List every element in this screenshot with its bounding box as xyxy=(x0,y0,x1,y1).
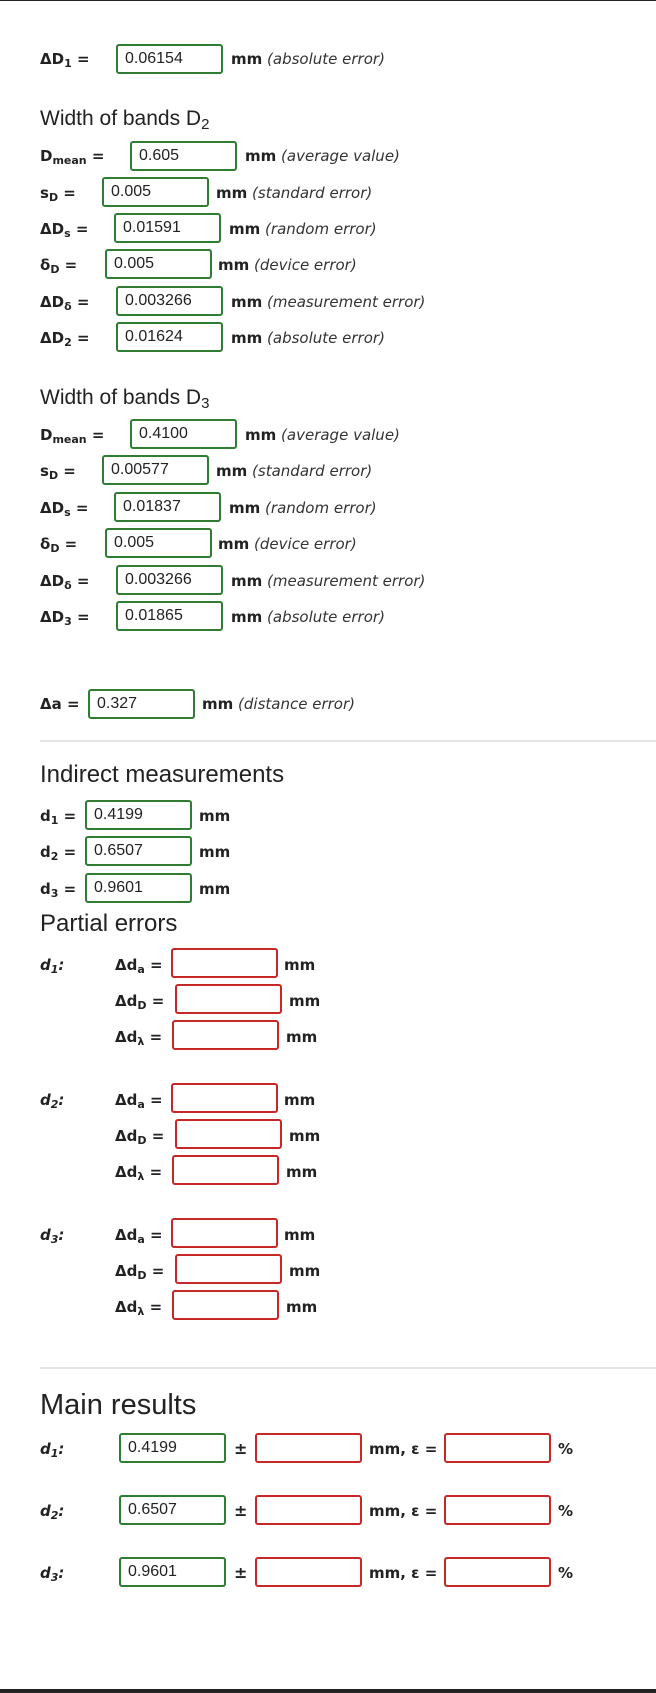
band3-ds-input[interactable] xyxy=(114,492,221,522)
partial-title: Partial errors xyxy=(40,910,178,937)
band3-sd-unit: mm (standard error) xyxy=(216,462,373,480)
main-d3-value-input[interactable] xyxy=(119,1557,226,1587)
partial-d2-da-label: $\Delta d_a$ = xyxy=(115,1091,163,1111)
indirect-d1-unit: mm xyxy=(199,807,231,825)
band2-ds-unit: mm (random error) xyxy=(229,220,377,238)
main-d3-label: $d_3$: xyxy=(40,1564,65,1584)
partial-d1-label: $d_1$: xyxy=(40,956,65,976)
partial-d3-dd-input[interactable] xyxy=(175,1254,282,1284)
distance-input[interactable] xyxy=(88,689,195,719)
main-title: Main results xyxy=(40,1389,197,1421)
partial-d1-dd-label: $\Delta d_D$ = xyxy=(115,992,165,1012)
partial-d1-dl-unit: mm xyxy=(286,1028,318,1046)
band2-abs-input[interactable] xyxy=(116,322,223,352)
band3-dev-unit: mm (device error) xyxy=(218,535,357,553)
main-d1-value-input[interactable] xyxy=(119,1433,226,1463)
partial-d2-da-unit: mm xyxy=(284,1091,316,1109)
indirect-d2-unit: mm xyxy=(199,843,231,861)
main-d3-pm: ± xyxy=(234,1563,248,1582)
partial-d2-dl-label: $\Delta d_\lambda$ = xyxy=(115,1163,163,1183)
band3-mean-unit: mm (average value) xyxy=(245,426,400,444)
band3-abs-unit: mm (absolute error) xyxy=(231,608,385,626)
band2-title: Width of bands $D_2$ xyxy=(40,107,210,133)
partial-d3-dd-unit: mm xyxy=(289,1262,321,1280)
indirect-d3-input[interactable] xyxy=(85,873,192,903)
band3-ds-unit: mm (random error) xyxy=(229,499,377,517)
band2-dev-label: $\delta_D$ = xyxy=(40,256,78,276)
indirect-d1-label: $d_1$ = xyxy=(40,807,77,827)
partial-d2-dd-input[interactable] xyxy=(175,1119,282,1149)
main-d1-pct: % xyxy=(558,1440,574,1458)
band3-mean-input[interactable] xyxy=(130,419,237,449)
main-d1-label: $d_1$: xyxy=(40,1440,65,1460)
partial-d2-dl-input[interactable] xyxy=(172,1155,279,1185)
indirect-title: Indirect measurements xyxy=(40,761,285,788)
band2-sd-input[interactable] xyxy=(102,177,209,207)
partial-d2-label: $d_2$: xyxy=(40,1091,65,1111)
band2-abs-unit: mm (absolute error) xyxy=(231,329,385,347)
distance-label: Δa = xyxy=(40,695,80,713)
d1-abs-input[interactable] xyxy=(116,44,223,74)
band2-meas-unit: mm (measurement error) xyxy=(231,293,426,311)
band3-abs-input[interactable] xyxy=(116,601,223,631)
indirect-d1-input[interactable] xyxy=(85,800,192,830)
band3-meas-input[interactable] xyxy=(116,565,223,595)
band3-sd-input[interactable] xyxy=(102,455,209,485)
partial-d1-da-unit: mm xyxy=(284,956,316,974)
divider-1 xyxy=(40,740,656,742)
partial-d3-da-input[interactable] xyxy=(171,1218,278,1248)
band2-dev-unit: mm (device error) xyxy=(218,256,357,274)
partial-d2-dl-unit: mm xyxy=(286,1163,318,1181)
main-d2-pct: % xyxy=(558,1502,574,1520)
partial-d3-dl-label: $\Delta d_\lambda$ = xyxy=(115,1298,163,1318)
band2-mean-input[interactable] xyxy=(130,141,237,171)
band2-dev-input[interactable] xyxy=(105,249,212,279)
partial-d2-dd-label: $\Delta d_D$ = xyxy=(115,1127,165,1147)
partial-d3-label: $d_3$: xyxy=(40,1226,65,1246)
band2-mean-unit: mm (average value) xyxy=(245,147,400,165)
band3-sd-label: $s_D$ = xyxy=(40,462,76,482)
partial-d1-dd-unit: mm xyxy=(289,992,321,1010)
d1-abs-label: $\Delta D_1$ = xyxy=(40,50,90,70)
band2-ds-label: $\Delta D_s$ = xyxy=(40,220,89,240)
main-d2-eps-input[interactable] xyxy=(444,1495,551,1525)
partial-d3-dl-unit: mm xyxy=(286,1298,318,1316)
bottom-border xyxy=(0,1689,656,1693)
band2-abs-label: $\Delta D_2$ = xyxy=(40,329,90,349)
partial-d3-dl-input[interactable] xyxy=(172,1290,279,1320)
main-d1-eps-input[interactable] xyxy=(444,1433,551,1463)
band3-ds-label: $\Delta D_s$ = xyxy=(40,499,89,519)
main-d2-value-input[interactable] xyxy=(119,1495,226,1525)
partial-d1-dl-label: $\Delta d_\lambda$ = xyxy=(115,1028,163,1048)
band3-mean-label: $D_{mean}$ = xyxy=(40,426,105,446)
band3-dev-input[interactable] xyxy=(105,528,212,558)
partial-d2-dd-unit: mm xyxy=(289,1127,321,1145)
band3-meas-unit: mm (measurement error) xyxy=(231,572,426,590)
main-d3-unit: mm, ε = xyxy=(369,1564,438,1582)
partial-d3-da-label: $\Delta d_a$ = xyxy=(115,1226,163,1246)
band2-sd-unit: mm (standard error) xyxy=(216,184,373,202)
main-d2-unit: mm, ε = xyxy=(369,1502,438,1520)
band3-dev-label: $\delta_D$ = xyxy=(40,535,78,555)
partial-d3-da-unit: mm xyxy=(284,1226,316,1244)
indirect-d2-label: $d_2$ = xyxy=(40,843,77,863)
partial-d1-da-label: $\Delta d_a$ = xyxy=(115,956,163,976)
main-d3-pct: % xyxy=(558,1564,574,1582)
main-d2-pm: ± xyxy=(234,1501,248,1520)
main-d1-unit: mm, ε = xyxy=(369,1440,438,1458)
main-d2-label: $d_2$: xyxy=(40,1502,65,1522)
indirect-d2-input[interactable] xyxy=(85,836,192,866)
band2-meas-label: $\Delta D_\delta$ = xyxy=(40,293,90,313)
main-d1-error-input[interactable] xyxy=(255,1433,362,1463)
band2-mean-label: $D_{mean}$ = xyxy=(40,147,105,167)
distance-unit: mm (distance error) xyxy=(202,695,355,713)
partial-d1-da-input[interactable] xyxy=(171,948,278,978)
band3-abs-label: $\Delta D_3$ = xyxy=(40,608,90,628)
partial-d1-dd-input[interactable] xyxy=(175,984,282,1014)
partial-d3-dd-label: $\Delta d_D$ = xyxy=(115,1262,165,1282)
main-d1-pm: ± xyxy=(234,1439,248,1458)
band2-meas-input[interactable] xyxy=(116,286,223,316)
divider-2 xyxy=(40,1367,656,1369)
indirect-d3-unit: mm xyxy=(199,880,231,898)
main-d2-error-input[interactable] xyxy=(255,1495,362,1525)
main-d3-error-input[interactable] xyxy=(255,1557,362,1587)
band2-sd-label: $s_D$ = xyxy=(40,184,76,204)
indirect-d3-label: $d_3$ = xyxy=(40,880,77,900)
main-d3-eps-input[interactable] xyxy=(444,1557,551,1587)
band3-meas-label: $\Delta D_\delta$ = xyxy=(40,572,90,592)
band3-title: Width of bands $D_3$ xyxy=(40,386,210,412)
band2-ds-input[interactable] xyxy=(114,213,221,243)
partial-d2-da-input[interactable] xyxy=(171,1083,278,1113)
d1-abs-unit: mm (absolute error) xyxy=(231,50,385,68)
partial-d1-dl-input[interactable] xyxy=(172,1020,279,1050)
